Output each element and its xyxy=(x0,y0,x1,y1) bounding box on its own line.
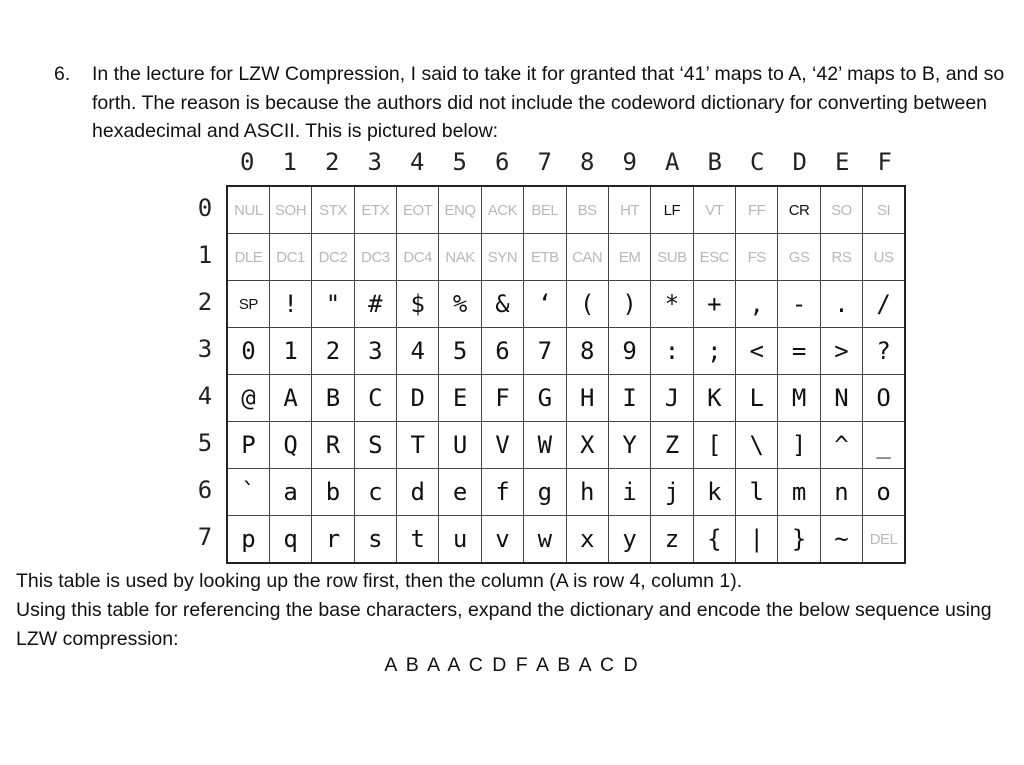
table-cell: v xyxy=(481,516,523,564)
table-cell: Q xyxy=(269,422,311,469)
table-cell: l xyxy=(736,469,778,516)
table-cell: 2 xyxy=(312,328,354,375)
row-header: 2 xyxy=(197,288,213,316)
table-cell: ` xyxy=(227,469,269,516)
table-cell: Z xyxy=(651,422,693,469)
table-cell: V xyxy=(481,422,523,469)
row-header: 1 xyxy=(197,241,213,269)
table-cell: 0 xyxy=(227,328,269,375)
table-cell: | xyxy=(736,516,778,564)
table-cell: DC1 xyxy=(269,234,311,281)
table-cell: m xyxy=(778,469,820,516)
table-cell: ESC xyxy=(693,234,735,281)
table-cell: / xyxy=(863,281,905,328)
table-row xyxy=(227,469,905,516)
table-cell: W xyxy=(524,422,566,469)
table-row xyxy=(227,516,905,564)
table-cell: z xyxy=(651,516,693,564)
table-cell: C xyxy=(354,375,396,422)
table-cell: . xyxy=(820,281,862,328)
table-cell: ETB xyxy=(524,234,566,281)
table-cell: CAN xyxy=(566,234,608,281)
table-cell: NAK xyxy=(439,234,481,281)
table-cell: + xyxy=(693,281,735,328)
table-row xyxy=(227,281,905,328)
table-cell: X xyxy=(566,422,608,469)
table-cell: , xyxy=(736,281,778,328)
table-cell: P xyxy=(227,422,269,469)
table-cell: x xyxy=(566,516,608,564)
table-cell: _ xyxy=(863,422,905,469)
table-cell: O xyxy=(863,375,905,422)
table-cell: A xyxy=(269,375,311,422)
table-cell: B xyxy=(312,375,354,422)
table-cell: y xyxy=(608,516,650,564)
table-cell: q xyxy=(269,516,311,564)
table-cell: w xyxy=(524,516,566,564)
column-header: 8 xyxy=(580,148,595,176)
table-cell: } xyxy=(778,516,820,564)
table-cell: D xyxy=(397,375,439,422)
table-cell: VT xyxy=(693,186,735,234)
table-cell: 9 xyxy=(608,328,650,375)
table-cell: ‘ xyxy=(524,281,566,328)
column-header: C xyxy=(750,148,765,176)
table-cell: * xyxy=(651,281,693,328)
table-cell: SP xyxy=(227,281,269,328)
table-cell: ENQ xyxy=(439,186,481,234)
table-cell: ) xyxy=(608,281,650,328)
row-header: 6 xyxy=(197,476,213,504)
table-cell: [ xyxy=(693,422,735,469)
table-cell: E xyxy=(439,375,481,422)
table-cell: ACK xyxy=(481,186,523,234)
table-cell: EM xyxy=(608,234,650,281)
table-row xyxy=(227,375,905,422)
column-header: 0 xyxy=(240,148,255,176)
table-cell: 1 xyxy=(269,328,311,375)
table-cell: ^ xyxy=(820,422,862,469)
table-cell: ETX xyxy=(354,186,396,234)
table-cell: J xyxy=(651,375,693,422)
row-header: 0 xyxy=(197,194,213,222)
table-cell: R xyxy=(312,422,354,469)
table-cell: # xyxy=(354,281,396,328)
table-cell: " xyxy=(312,281,354,328)
table-row xyxy=(227,328,905,375)
column-header: 1 xyxy=(282,148,297,176)
table-cell: FF xyxy=(736,186,778,234)
column-header: 2 xyxy=(325,148,340,176)
column-header: 6 xyxy=(495,148,510,176)
table-cell: f xyxy=(481,469,523,516)
table-cell: 3 xyxy=(354,328,396,375)
column-header: B xyxy=(707,148,722,176)
table-cell: = xyxy=(778,328,820,375)
table-row xyxy=(227,422,905,469)
column-header: 3 xyxy=(367,148,382,176)
table-cell: ? xyxy=(863,328,905,375)
table-cell: 6 xyxy=(481,328,523,375)
table-cell: % xyxy=(439,281,481,328)
table-cell: d xyxy=(397,469,439,516)
table-cell: - xyxy=(778,281,820,328)
table-cell: DLE xyxy=(227,234,269,281)
question-text: In the lecture for LZW Compression, I said to take it for granted that ‘41’ maps to A, ‘42’ maps to B, and so forth. The reason is because the authors did not include the codeword dictionary for converting between hexadecimal and ASCII. This is pictured below: xyxy=(92,63,1005,142)
table-row xyxy=(227,234,905,281)
instructions xyxy=(16,567,1006,654)
table-cell: h xyxy=(566,469,608,516)
column-header: A xyxy=(665,148,680,176)
table-row xyxy=(227,186,905,234)
table-cell: SYN xyxy=(481,234,523,281)
input-sequence: A B A A C D F A B A C D xyxy=(384,654,640,676)
table-cell: { xyxy=(693,516,735,564)
row-header: 3 xyxy=(197,335,213,363)
table-cell: e xyxy=(439,469,481,516)
table-cell: ] xyxy=(778,422,820,469)
table-cell: ( xyxy=(566,281,608,328)
table-cell: SO xyxy=(820,186,862,234)
table-cell: H xyxy=(566,375,608,422)
table-cell: RS xyxy=(820,234,862,281)
table-cell: ~ xyxy=(820,516,862,564)
table-cell: t xyxy=(397,516,439,564)
column-header: D xyxy=(792,148,807,176)
table-cell: N xyxy=(820,375,862,422)
table-cell: 4 xyxy=(397,328,439,375)
table-cell: s xyxy=(354,516,396,564)
table-cell: r xyxy=(312,516,354,564)
table-cell: US xyxy=(863,234,905,281)
table-cell: T xyxy=(397,422,439,469)
column-headers xyxy=(226,146,906,178)
table-cell: SI xyxy=(863,186,905,234)
instruction-line-1: This table is used by looking up the row first, then the column (A is row 4, column 1). xyxy=(16,570,743,592)
table-cell: & xyxy=(481,281,523,328)
table-cell: NUL xyxy=(227,186,269,234)
table-cell: Y xyxy=(608,422,650,469)
table-cell: p xyxy=(227,516,269,564)
table-cell: 8 xyxy=(566,328,608,375)
table-cell: DEL xyxy=(863,516,905,564)
row-headers xyxy=(188,185,222,561)
table-cell: BS xyxy=(566,186,608,234)
table-cell: u xyxy=(439,516,481,564)
table-cell: i xyxy=(608,469,650,516)
table-cell: LF xyxy=(651,186,693,234)
table-cell: \ xyxy=(736,422,778,469)
table-cell: FS xyxy=(736,234,778,281)
row-header: 5 xyxy=(197,429,213,457)
table-cell: < xyxy=(736,328,778,375)
table-cell: F xyxy=(481,375,523,422)
column-header: E xyxy=(835,148,850,176)
column-header: F xyxy=(877,148,892,176)
table-cell: G xyxy=(524,375,566,422)
question-block xyxy=(54,60,1014,146)
column-header: 9 xyxy=(622,148,637,176)
table-cell: U xyxy=(439,422,481,469)
table-cell: EOT xyxy=(397,186,439,234)
table-cell: b xyxy=(312,469,354,516)
table-cell: DC2 xyxy=(312,234,354,281)
table-cell: o xyxy=(863,469,905,516)
table-cell: M xyxy=(778,375,820,422)
table-cell: SUB xyxy=(651,234,693,281)
table-cell: GS xyxy=(778,234,820,281)
table-cell: c xyxy=(354,469,396,516)
table-cell: a xyxy=(269,469,311,516)
ascii-table xyxy=(226,185,906,564)
table-cell: : xyxy=(651,328,693,375)
table-cell: $ xyxy=(397,281,439,328)
table-cell: BEL xyxy=(524,186,566,234)
table-cell: STX xyxy=(312,186,354,234)
table-cell: j xyxy=(651,469,693,516)
table-cell: k xyxy=(693,469,735,516)
column-header: 5 xyxy=(452,148,467,176)
table-cell: K xyxy=(693,375,735,422)
table-cell: DC4 xyxy=(397,234,439,281)
table-cell: ! xyxy=(269,281,311,328)
table-cell: S xyxy=(354,422,396,469)
table-cell: n xyxy=(820,469,862,516)
table-cell: @ xyxy=(227,375,269,422)
question-number: 6. xyxy=(54,63,71,85)
table-cell: 5 xyxy=(439,328,481,375)
table-cell: g xyxy=(524,469,566,516)
instruction-line-2: Using this table for referencing the base characters, expand the dictionary and encode the below sequence using LZW compression: xyxy=(16,599,992,650)
table-cell: > xyxy=(820,328,862,375)
table-cell: SOH xyxy=(269,186,311,234)
table-cell: ; xyxy=(693,328,735,375)
table-cell: DC3 xyxy=(354,234,396,281)
column-header: 7 xyxy=(537,148,552,176)
table-cell: 7 xyxy=(524,328,566,375)
table-cell: CR xyxy=(778,186,820,234)
table-cell: L xyxy=(736,375,778,422)
table-cell: I xyxy=(608,375,650,422)
row-header: 7 xyxy=(197,523,213,551)
table-cell: HT xyxy=(608,186,650,234)
row-header: 4 xyxy=(197,382,213,410)
column-header: 4 xyxy=(410,148,425,176)
